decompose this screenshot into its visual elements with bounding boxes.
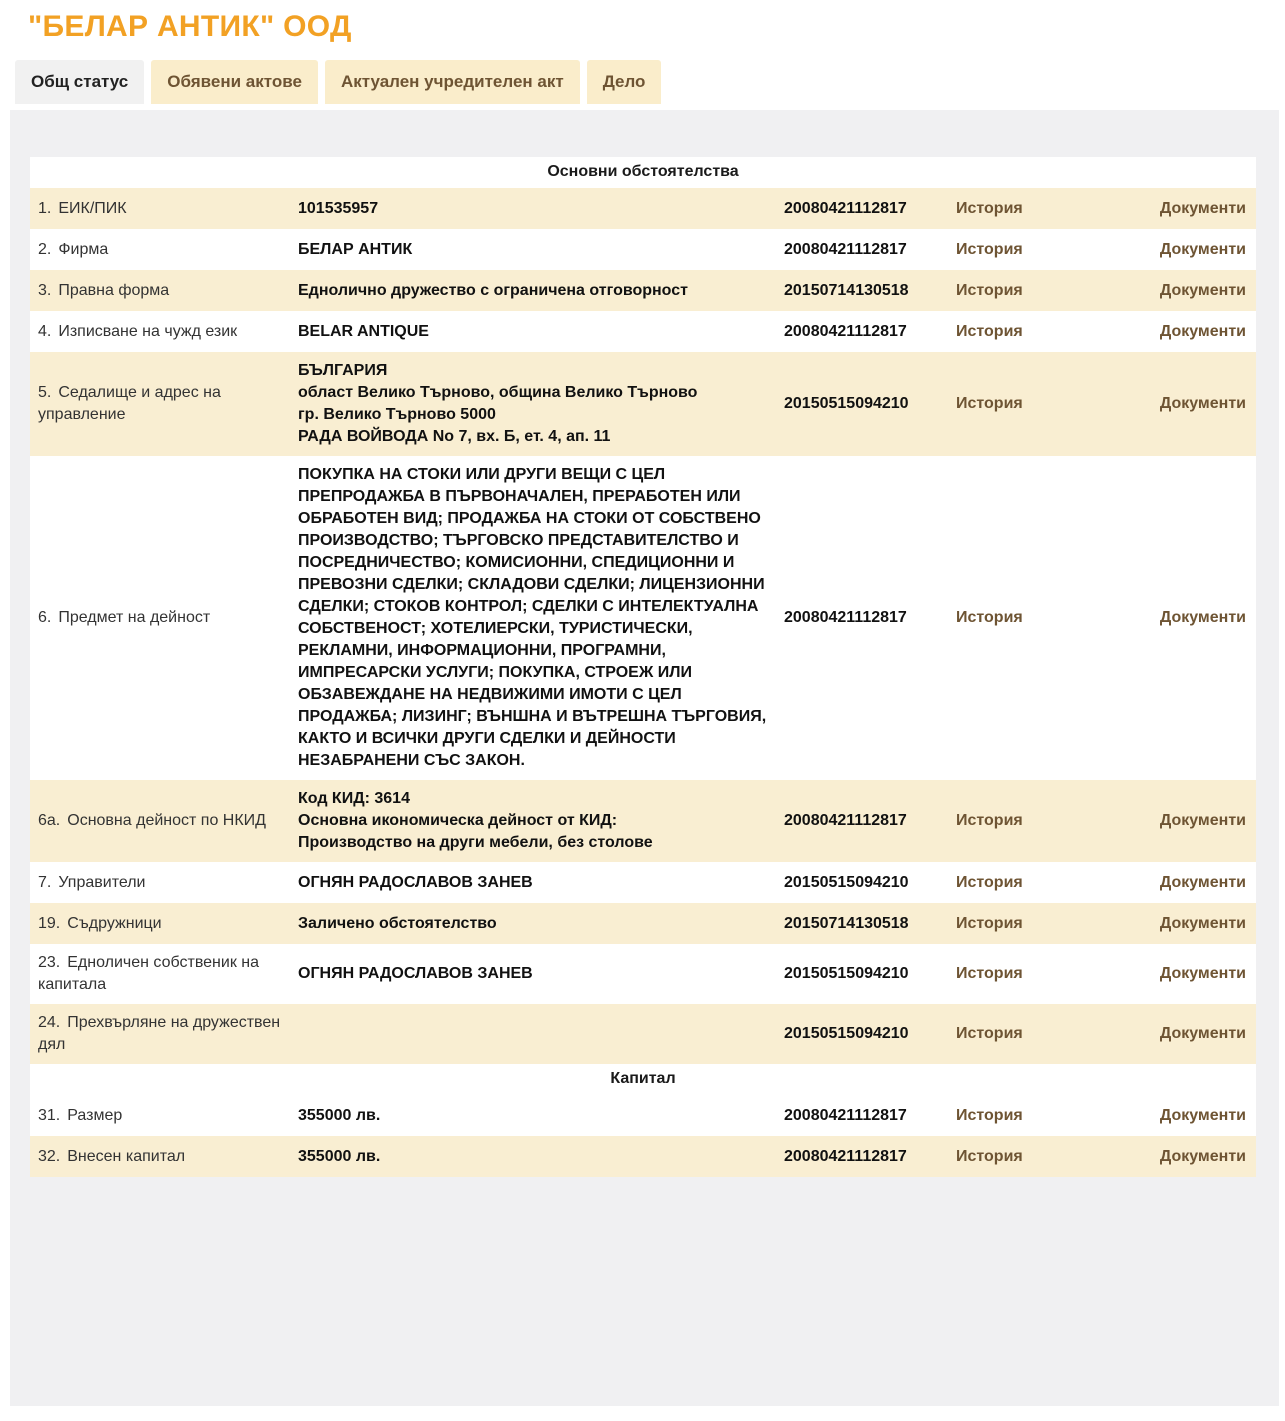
documents-link[interactable]: Документи (1159, 812, 1246, 829)
row-label (38, 952, 298, 996)
history-link[interactable]: История (956, 1106, 1023, 1124)
row-value (298, 239, 784, 261)
row-label-text: Едноличен собственик на капитала (38, 954, 259, 993)
row-value (298, 360, 784, 448)
row-label (38, 1146, 298, 1168)
history-link[interactable]: История (956, 281, 1023, 299)
row-value-line: ОГНЯН РАДОСЛАВОВ ЗАНЕВ (298, 873, 533, 891)
row-timestamp: 20150515094210 (784, 873, 909, 891)
documents-link[interactable]: Документи (1159, 914, 1246, 932)
history-link[interactable]: История (956, 199, 1023, 217)
row-label (38, 1012, 298, 1056)
row-label (38, 810, 298, 832)
documents-link[interactable]: Документи (1159, 322, 1246, 340)
row-timestamp: 20080421112817 (784, 199, 907, 217)
row-value-line: Основна икономическа дейност от КИД: (298, 812, 618, 829)
history-link[interactable]: История (956, 812, 1023, 829)
history-link[interactable]: История (956, 965, 1023, 982)
tab-aktualen-uchreditelen-akt[interactable]: Актуален учредителен акт (325, 60, 580, 104)
table-row (30, 1095, 1256, 1136)
row-value-line: 355000 лв. (298, 1147, 381, 1165)
table-row (30, 229, 1256, 270)
row-timestamp: 20080421112817 (784, 322, 907, 340)
row-value (298, 280, 784, 302)
company-details-table (30, 157, 1256, 1177)
row-value-line: Заличено обстоятелство (298, 914, 497, 932)
content-panel (10, 110, 1279, 1406)
row-number: 6а. (38, 812, 61, 829)
row-value (298, 913, 784, 935)
row-label (38, 1105, 298, 1127)
history-link[interactable]: История (956, 395, 1023, 412)
documents-link[interactable]: Документи (1159, 1147, 1246, 1165)
row-label-text: Основна дейност по НКИД (67, 812, 267, 829)
row-number: 7. (38, 873, 52, 891)
row-timestamp: 20080421112817 (784, 1147, 907, 1165)
documents-link[interactable]: Документи (1159, 1106, 1246, 1124)
table-row (30, 311, 1256, 352)
table-row (30, 1004, 1256, 1064)
row-value-line: Код КИД: 3614 (298, 790, 410, 807)
tab-bar (15, 60, 1285, 104)
row-label-text: ЕИК/ПИК (58, 199, 127, 217)
row-number: 3. (38, 281, 52, 299)
row-label-text: Прехвърляне на дружествен дял (38, 1014, 281, 1053)
row-label (38, 321, 298, 343)
row-value (298, 1146, 784, 1168)
row-timestamp: 20080421112817 (784, 812, 907, 829)
row-value-line: БЪЛГАРИЯ (298, 362, 388, 379)
documents-link[interactable]: Документи (1159, 965, 1246, 982)
table-row (30, 270, 1256, 311)
row-timestamp: 20080421112817 (784, 1106, 907, 1124)
row-value-line: Еднолично дружество с ограничена отговорност (298, 281, 688, 299)
row-number: 23. (38, 954, 61, 971)
documents-link[interactable]: Документи (1159, 240, 1246, 258)
row-value-line: РАДА ВОЙВОДА No 7, вх. Б, ет. 4, ап. 11 (298, 428, 611, 445)
row-value-line: ОГНЯН РАДОСЛАВОВ ЗАНЕВ (298, 965, 533, 982)
row-label (38, 382, 298, 426)
table-row (30, 944, 1256, 1004)
table-row (30, 188, 1256, 229)
documents-link[interactable]: Документи (1159, 873, 1246, 891)
row-label-text: Седалище и адрес на управление (38, 384, 221, 423)
row-label-text: Внесен капитал (67, 1147, 186, 1165)
row-label-text: Управители (58, 873, 146, 891)
row-number: 32. (38, 1147, 61, 1165)
row-number: 4. (38, 322, 52, 340)
row-number: 31. (38, 1106, 61, 1124)
page-title: "БЕЛАР АНТИК" ООД (28, 10, 352, 43)
row-label-text: Изписване на чужд език (58, 322, 238, 340)
table-row (30, 903, 1256, 944)
row-value-line: Производство на други мебели, без столове (298, 834, 653, 851)
history-link[interactable]: История (956, 322, 1023, 340)
row-timestamp: 20150515094210 (784, 965, 909, 982)
table-row (30, 456, 1256, 780)
row-number: 1. (38, 199, 52, 217)
row-label-text: Съдружници (67, 914, 162, 932)
documents-link[interactable]: Документи (1159, 281, 1246, 299)
section-header: Капитал (30, 1064, 1256, 1095)
history-link[interactable]: История (956, 240, 1023, 258)
row-timestamp: 20150714130518 (784, 281, 909, 299)
row-timestamp: 20080421112817 (784, 609, 907, 626)
table-row (30, 352, 1256, 456)
row-number: 5. (38, 384, 52, 401)
row-value (298, 1105, 784, 1127)
row-value (298, 321, 784, 343)
row-value (298, 198, 784, 220)
documents-link[interactable]: Документи (1159, 395, 1246, 412)
row-label-text: Предмет на дейност (58, 609, 211, 626)
row-number: 19. (38, 914, 61, 932)
tab-obsht-status[interactable]: Общ статус (15, 60, 144, 104)
row-value-line: BELAR ANTIQUE (298, 322, 429, 340)
history-link[interactable]: История (956, 914, 1023, 932)
row-number: 24. (38, 1014, 61, 1031)
documents-link[interactable]: Документи (1159, 609, 1246, 626)
row-value-line: гр. Велико Търново 5000 (298, 406, 496, 423)
table-row (30, 1136, 1256, 1177)
section-header: Основни обстоятелства (30, 157, 1256, 188)
row-timestamp: 20150515094210 (784, 395, 909, 412)
documents-link[interactable]: Документи (1159, 199, 1246, 217)
history-link[interactable]: История (956, 1147, 1023, 1165)
row-label (38, 872, 298, 894)
row-value-line: ПОКУПКА НА СТОКИ ИЛИ ДРУГИ ВЕЩИ С ЦЕЛ ПРЕПРОДАЖБА В ПЪРВОНАЧАЛЕН, ПРЕРАБОТЕН ИЛИ ОБРАБОТЕН ВИД; ПРОДАЖБА НА СТОКИ ОТ СОБСТВЕНО ПРОИЗВОДСТВО; ТЪРГОВСКО ПРЕДСТАВИТЕЛСТВО И ПОСРЕДНИЧЕСТВО; КОМИСИОННИ, СПЕДИЦИОННИ И ПРЕВОЗНИ СДЕЛКИ; СКЛАДОВИ СДЕЛКИ; ЛИЦЕНЗИОННИ СДЕЛКИ; СТОКОВ КОНТРОЛ; СДЕЛКИ С ИНТЕЛЕКТУАЛНА СОБСТВЕНОСТ; ХОТЕЛИЕРСКИ, ТУРИСТИЧЕСКИ, РЕКЛАМНИ, ИНФОРМАЦИОННИ, ПРОГРАМНИ, ИМПРЕСАРСКИ УСЛУГИ; ПОКУПКА, СТРОЕЖ ИЛИ ОБЗАВЕЖДАНЕ НА НЕДВИЖИМИ ИМОТИ С ЦЕЛ ПРОДАЖБА; ЛИЗИНГ; ВЪНШНА И ВЪТРЕШНА ТЪРГОВИЯ, КАКТО И ВСИЧКИ ДРУГИ СДЕЛКИ И ДЕЙНОСТИ НЕЗАБРАНЕНИ СЪС ЗАКОН. (298, 466, 767, 769)
row-label-text: Размер (67, 1106, 123, 1124)
history-link[interactable]: История (956, 1025, 1023, 1042)
row-timestamp: 20150714130518 (784, 914, 909, 932)
row-value-line: БЕЛАР АНТИК (298, 240, 413, 258)
row-timestamp: 20150515094210 (784, 1025, 909, 1042)
row-value-line: 355000 лв. (298, 1106, 381, 1124)
table-row (30, 780, 1256, 862)
tab-obyaveni-aktove[interactable]: Обявени актове (151, 60, 318, 104)
row-label-text: Фирма (58, 240, 109, 258)
row-value-line: 101535957 (298, 199, 379, 217)
row-value (298, 788, 784, 854)
row-value (298, 464, 784, 772)
tab-delo[interactable]: Дело (587, 60, 662, 104)
row-label (38, 913, 298, 935)
history-link[interactable]: История (956, 873, 1023, 891)
row-value (298, 963, 784, 985)
row-label (38, 280, 298, 302)
row-value-line: област Велико Търново, община Велико Търново (298, 384, 698, 401)
row-number: 2. (38, 240, 52, 258)
table-row (30, 862, 1256, 903)
row-timestamp: 20080421112817 (784, 240, 907, 258)
row-label (38, 198, 298, 220)
documents-link[interactable]: Документи (1159, 1025, 1246, 1042)
history-link[interactable]: История (956, 609, 1023, 626)
row-value (298, 872, 784, 894)
row-label (38, 239, 298, 261)
row-label-text: Правна форма (58, 281, 170, 299)
row-label (38, 607, 298, 629)
row-number: 6. (38, 609, 52, 626)
